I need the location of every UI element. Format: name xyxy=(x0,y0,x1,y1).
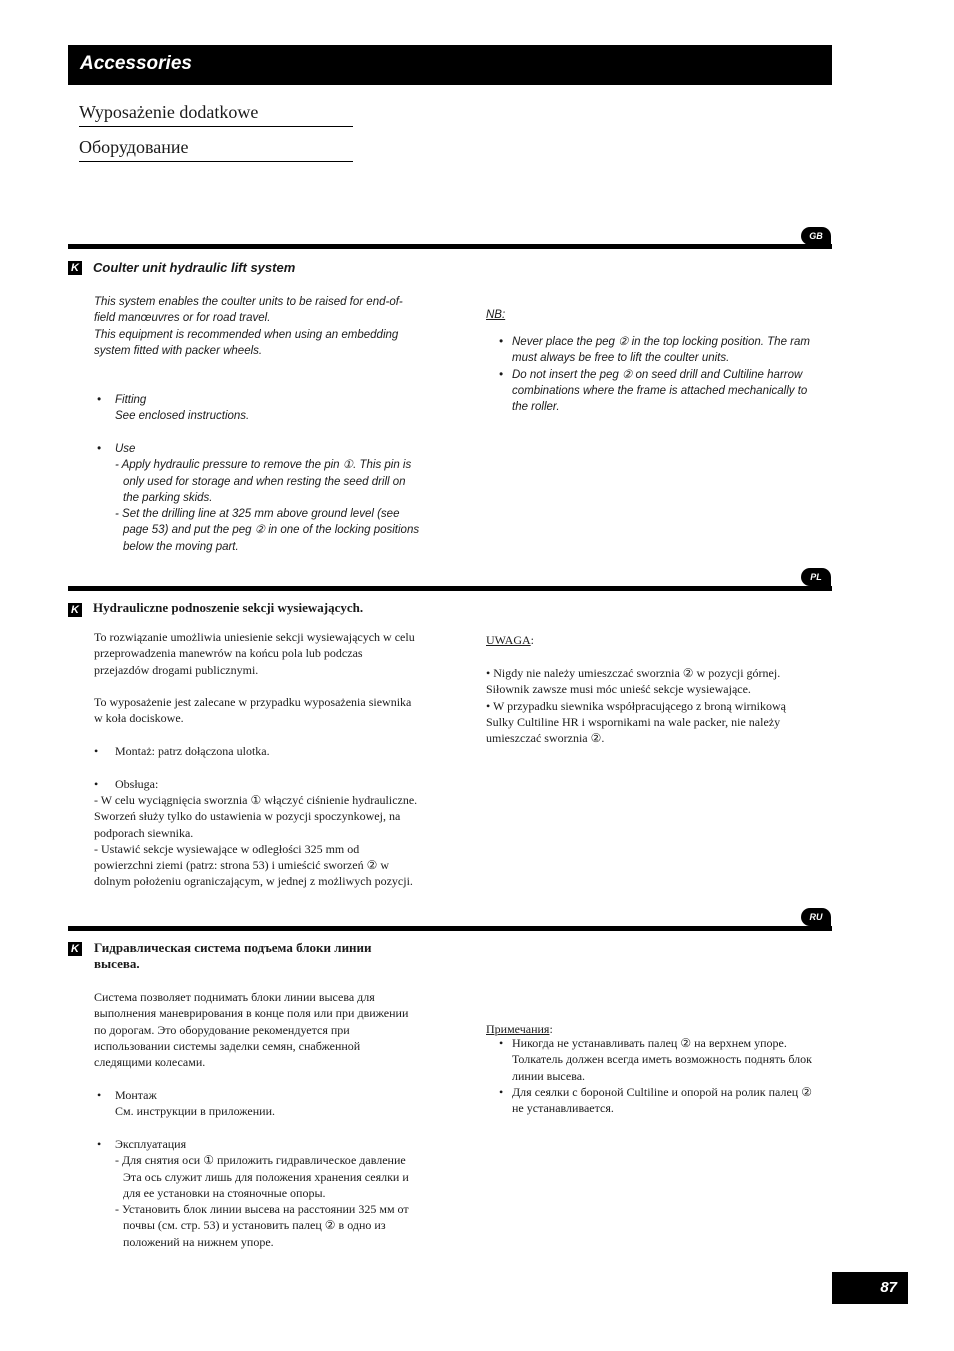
section-rule-ru xyxy=(68,926,832,931)
pl-note-2: • W przypadku siewnika współpracującego z broną wirnikową Sulky Cultiline HR i wspornikami na wale packer, nie należy umieszczać sworznia ②. xyxy=(486,698,786,746)
bullet: • xyxy=(97,443,102,455)
section-title-gb: Coulter unit hydraulic lift system xyxy=(93,260,296,275)
section-k-marker-gb: K xyxy=(68,261,82,275)
bullet: • xyxy=(499,1036,504,1050)
ru-montazh xyxy=(94,1087,420,1120)
subtitle-russian: Оборудование xyxy=(79,137,353,162)
section-title-pl: Hydrauliczne podnoszenie sekcji wysiewających. xyxy=(93,600,364,615)
pl-uwaga-heading xyxy=(486,632,534,648)
pl-step-1: - W celu wyciągnięcia sworznia ① włączyć ciśnienie hydrauliczne. Sworzeń służy tylko do ustawienia w pozycji spoczynkowej, na podporach siewnika. xyxy=(94,792,418,840)
bullet: • xyxy=(97,394,102,406)
ru-expl xyxy=(94,1136,420,1250)
subtitle-polish: Wyposażenie dodatkowe xyxy=(79,102,353,127)
gb-nb-2: Do not insert the peg ② on seed drill and Cultiline harrow combinations where the frame is attached mechanically to the roller. xyxy=(512,368,808,414)
section-k-marker-ru: K xyxy=(68,942,82,956)
section-k-marker-pl: K xyxy=(68,603,82,617)
pl-obsluga: Obsługa: xyxy=(115,776,159,791)
gb-left-column xyxy=(94,294,422,359)
language-badge-gb: GB xyxy=(801,227,831,245)
gb-nb-label: NB: xyxy=(486,309,506,321)
ru-note-1: Никогда не устанавливать палец ② на верхнем упоре. Толкатель должен всегда иметь возможность поднять блок линии высева. xyxy=(512,1036,812,1083)
pl-uwaga-colon: : xyxy=(530,633,535,647)
gb-use-label: Use xyxy=(115,443,136,455)
gb-use-step-2: - Set the drilling line at 325 mm above ground level (see page 53) and put the peg ② in one of the locking positions below the moving part. xyxy=(115,508,420,553)
pl-intro-2: To wyposażenie jest zalecane w przypadku wyposażenia siewnika w koła dociskowe. xyxy=(94,695,412,726)
ru-expl-label: Эксплуатация xyxy=(115,1137,187,1151)
gb-intro-2: This equipment is recommended when using an embedding system fitted with packer wheels. xyxy=(94,328,399,357)
section-rule-pl xyxy=(68,586,832,591)
bullet: • xyxy=(499,336,504,348)
ru-intro: Система позволяет поднимать блоки линии высева для выполнения маневрирования в конце поля или при движении по дорогам. Это оборудование рекомендуется при использовании системы заделки семян, снабженной следящими колесами. xyxy=(94,990,409,1070)
pl-intro-1: To rozwiązanie umożliwia uniesienie sekcji wysiewających w celu przeprowadzenia manewrów na końcu pola lub podczas przejazdów drogami publicznymi. xyxy=(94,630,415,677)
header-bar xyxy=(68,45,832,85)
gb-nb-1: Never place the peg ② in the top locking position. The ram must always be free to lift the coulter units. xyxy=(512,336,810,365)
bullet: • xyxy=(499,368,504,381)
ru-montazh-label: Монтаж xyxy=(115,1088,157,1102)
gb-fitting xyxy=(94,392,422,425)
bullet: • xyxy=(97,1137,102,1151)
ru-step-2: - Установить блок линии высева на расстоянии 325 мм от почвы (см. стр. 53) и установить палец ② в одно из положений на нижнем упоре. xyxy=(115,1202,409,1249)
section-rule-gb xyxy=(68,244,832,249)
bullet: • xyxy=(97,1088,102,1102)
pl-note-1: • Nigdy nie należy umieszczać sworznia ② w pozycji górnej. Siłownik zawsze musi móc unieść sekcje wysiewające. xyxy=(486,666,781,697)
pl-notes xyxy=(486,665,812,746)
gb-fitting-text: See enclosed instructions. xyxy=(115,410,250,423)
ru-notes xyxy=(486,1035,814,1116)
page-number: 87 xyxy=(832,1272,908,1304)
gb-intro-1: This system enables the coulter units to be raised for end-of-field manœuvres or for road travel. xyxy=(94,296,403,325)
pl-step-2: - Ustawić sekcje wysiewające w odległości 325 mm od powierzchni ziemi (patrz: strona 53) i umieścić sworzeń ② w dolnym położeniu ograniczającym, w jednej z możliwych pozycji. xyxy=(94,841,413,889)
pl-left-column xyxy=(94,629,418,890)
ru-note-label: Примечания xyxy=(486,1022,550,1036)
bullet: • xyxy=(499,1084,504,1099)
ru-note-colon: : xyxy=(549,1022,553,1036)
pl-montaz: Montaż: patrz dołączona ulotka. xyxy=(115,744,270,759)
bullet: • xyxy=(94,744,99,759)
ru-montazh-text: См. инструкции в приложении. xyxy=(115,1104,276,1119)
language-badge-ru: RU xyxy=(801,908,831,926)
pl-uwaga-label: UWAGA xyxy=(486,633,531,647)
gb-use-step-1: - Apply hydraulic pressure to remove the pin ①. This pin is only used for storage and when resting the seed drill on the parking skids. xyxy=(115,459,412,504)
gb-nb-list xyxy=(486,334,816,415)
ru-step-1-note: Эта ось служит лишь для положения хранения сеялки и для ее установки на стояночные опоры. xyxy=(123,1169,409,1200)
ru-step-1: - Для снятия оси ① приложить гидравлическое давление xyxy=(115,1153,406,1168)
gb-use xyxy=(94,441,420,555)
language-badge-pl: PL xyxy=(801,568,831,586)
section-title-ru: Гидравлическая система подъема блоки линии высева. xyxy=(94,940,372,971)
ru-note-2: Для сеялки с бороной Cultiline и опорой на ролик палец ② не устанавливается. xyxy=(512,1084,812,1116)
gb-fitting-label: Fitting xyxy=(115,394,147,406)
bullet: • xyxy=(94,776,99,791)
header-title: Accessories xyxy=(80,53,192,74)
